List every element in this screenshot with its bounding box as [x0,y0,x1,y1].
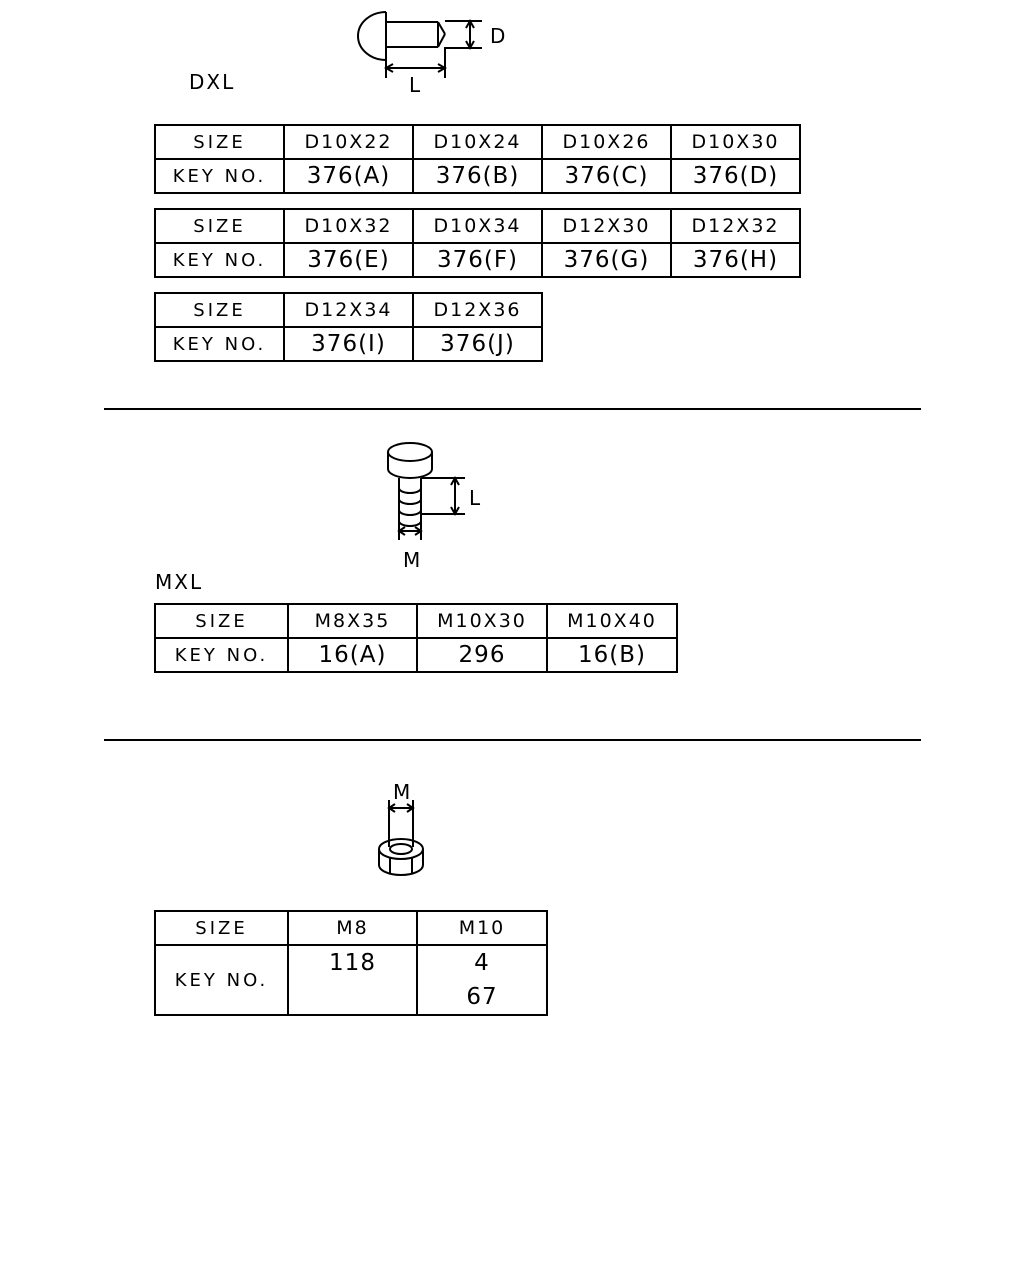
key-cell: 376(A) [284,159,413,193]
size-cell: D10X26 [542,125,671,159]
rivet-dim-l-label: L [409,73,423,97]
size-row-label: SIZE [155,604,288,638]
size-cell: M8 [288,911,417,945]
size-cell: D12X36 [413,293,542,327]
section-divider [104,408,921,410]
size-cell: M10 [417,911,547,945]
size-row-label: SIZE [155,293,284,327]
size-cell: M10X40 [547,604,677,638]
size-cell: M10X30 [417,604,547,638]
key-cell: 16(A) [288,638,417,672]
rivet-table-1 [154,124,801,194]
key-value: 118 [329,950,376,976]
bolt-dim-l-label: L [469,486,483,510]
table-row [155,945,547,1015]
table-row [155,159,800,193]
size-cell: D10X32 [284,209,413,243]
key-cell: 376(I) [284,327,413,361]
size-cell: D10X22 [284,125,413,159]
key-cell [417,945,547,1015]
nut-dim-m-label: M [393,780,413,804]
size-cell: D10X30 [671,125,800,159]
size-row-label: SIZE [155,125,284,159]
table-row [155,327,542,361]
key-cell: 16(B) [547,638,677,672]
key-cell: 376(D) [671,159,800,193]
key-cell [288,945,417,1015]
key-value: 4 [474,950,490,976]
key-cell: 376(E) [284,243,413,277]
rivet-table-3 [154,292,543,362]
size-cell: D12X32 [671,209,800,243]
bolt-dim-m-label: M [403,548,423,572]
table-row [155,243,800,277]
key-row-label: KEY NO. [155,327,284,361]
nut-table [154,910,548,1016]
key-value: 67 [466,984,498,1010]
size-cell: D10X34 [413,209,542,243]
key-cell: 376(J) [413,327,542,361]
table-row [155,125,800,159]
nut-illustration [379,800,423,875]
table-row [155,209,800,243]
bolt-table [154,603,678,673]
key-cell: 376(C) [542,159,671,193]
table-row [155,638,677,672]
section-divider [104,739,921,741]
size-cell: D12X30 [542,209,671,243]
key-row-label: KEY NO. [155,945,288,1015]
key-row-label: KEY NO. [155,638,288,672]
bolt-section-title: MXL [155,570,204,594]
bolt-illustration [388,443,465,540]
key-cell: 376(B) [413,159,542,193]
key-cell: 376(F) [413,243,542,277]
key-row-label: KEY NO. [155,243,284,277]
key-cell: 376(H) [671,243,800,277]
rivet-section-title: DXL [189,70,236,94]
table-row [155,911,547,945]
key-cell: 376(G) [542,243,671,277]
rivet-illustration [358,12,482,78]
rivet-table-2 [154,208,801,278]
key-row-label: KEY NO. [155,159,284,193]
size-row-label: SIZE [155,209,284,243]
key-cell: 296 [417,638,547,672]
table-row [155,293,542,327]
size-cell: D12X34 [284,293,413,327]
size-cell: M8X35 [288,604,417,638]
rivet-dim-d-label: D [490,24,508,48]
size-row-label: SIZE [155,911,288,945]
size-cell: D10X24 [413,125,542,159]
table-row [155,604,677,638]
